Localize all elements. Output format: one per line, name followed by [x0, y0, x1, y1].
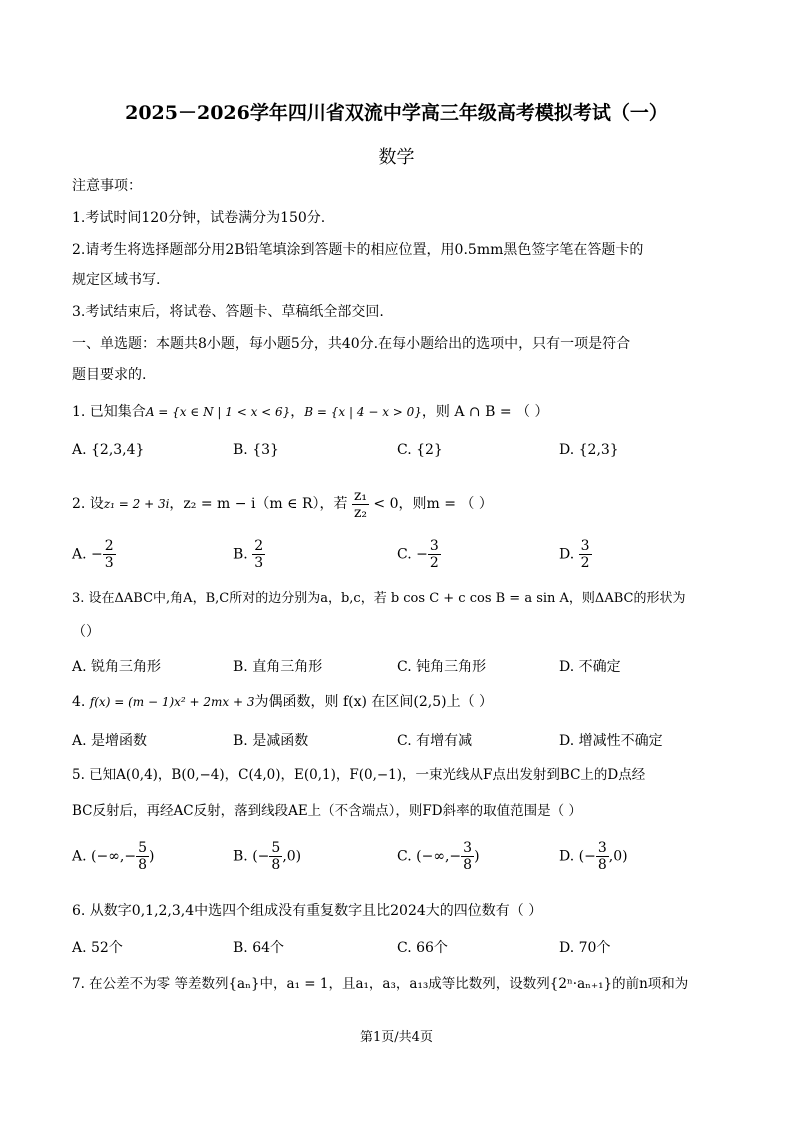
- q5-d-frac: [596, 840, 609, 873]
- q2-d-frac: [579, 538, 592, 571]
- q1-option-d: D. {2,3}: [559, 442, 619, 458]
- q4-option-c: C. 有增有减: [397, 733, 473, 749]
- question-2-stem: [72, 486, 493, 522]
- q2-c-den: 2: [429, 555, 439, 571]
- q3-option-d: D. 不确定: [559, 659, 621, 675]
- q2-fraction: [352, 488, 369, 521]
- q2-prefix: 2. 设: [72, 496, 104, 512]
- q4-prefix: 4.: [72, 694, 86, 710]
- section-1-heading-cont: 题目要求的.: [72, 367, 147, 383]
- q6-option-a: A. 52个: [72, 940, 123, 956]
- question-7-stem: 7. 在公差不为零 等差数列{aₙ}中，a₁ = 1，且a₁，a₃，a₁₃成等比数列，设数列{2ⁿ·aₙ₊₁}的前n项和为: [72, 976, 689, 992]
- q2-fraction-num: z₁: [353, 487, 367, 504]
- q2-z1: z₁ = 2 + 3i: [103, 497, 170, 511]
- question-1-stem: [72, 402, 548, 422]
- q5-a-right: ): [148, 848, 155, 865]
- q2-a-label: A.: [72, 546, 87, 563]
- exam-title: 2025－2026学年四川省双流中学高三年级高考模拟考试（一）: [125, 102, 668, 124]
- q5-c-den: 8: [463, 857, 473, 873]
- q5-b-left: (−: [252, 848, 270, 865]
- q3-option-c: C. 钝角三角形: [397, 659, 487, 675]
- q5-option-b: [233, 840, 301, 873]
- q5-b-den: 8: [271, 857, 281, 873]
- q2-option-d: [559, 538, 592, 571]
- q5-a-num: 5: [138, 840, 147, 856]
- q5-a-left: (−∞,−: [91, 848, 137, 865]
- q1-comma: ，: [290, 404, 305, 420]
- q2-d-label: D.: [559, 546, 575, 563]
- q2-b-den: 3: [254, 555, 264, 571]
- q2-d-den: 2: [580, 555, 590, 571]
- q2-d-num: 3: [580, 538, 590, 554]
- note-2-cont: 规定区域书写.: [72, 272, 161, 288]
- q4-post: 为偶函数，则 f(x) 在区间(2,5)上（ ）: [254, 694, 494, 710]
- exam-subject: 数学: [378, 147, 415, 168]
- q4-option-a: A. 是增函数: [72, 733, 148, 749]
- q3-option-a: A. 锐角三角形: [72, 659, 162, 675]
- q1-option-a: A. {2,3,4}: [72, 442, 145, 458]
- q5-d-right: ,0): [608, 848, 628, 865]
- question-4-stem: [72, 692, 493, 712]
- q5-option-a: [72, 840, 154, 873]
- q2-b-num: 2: [254, 538, 264, 554]
- q2-fraction-den: z₂: [353, 504, 367, 521]
- q2-mid: ，z₂ = m − i（m ∈ R），若: [169, 496, 348, 512]
- q2-c-num: 3: [429, 538, 439, 554]
- q5-d-den: 8: [597, 857, 607, 873]
- q5-option-d: [559, 840, 628, 873]
- page-footer: 第1页/共4页: [360, 1030, 433, 1045]
- q2-a-sign: −: [91, 546, 103, 563]
- q4-function: f(x) = (m − 1)x² + 2mx + 3: [89, 695, 255, 709]
- q5-c-right: ): [474, 848, 480, 865]
- notes-heading: 注意事项：: [72, 178, 142, 194]
- q5-b-num: 5: [271, 840, 281, 856]
- q2-a-num: 2: [104, 538, 114, 554]
- q5-b-label: B.: [233, 848, 248, 865]
- q2-b-label: B.: [233, 546, 248, 563]
- q5-a-frac: [136, 840, 149, 873]
- q5-d-left: (−: [578, 848, 596, 865]
- q4-option-b: B. 是减函数: [233, 733, 309, 749]
- q1-prefix: 1. 已知集合: [72, 404, 146, 420]
- q1-set-b: B = {x | 4 − x > 0}: [304, 405, 422, 419]
- q5-d-num: 3: [597, 840, 607, 856]
- q1-option-b: B. {3}: [233, 442, 279, 458]
- question-3-stem-cont: （）: [72, 624, 100, 640]
- question-5-stem: 5. 已知A(0,4)，B(0,−4)，C(4,0)，E(0,1)，F(0,−1)，一束光线从F点出发射到BC上的D点经: [72, 767, 646, 783]
- q4-option-d: D. 增减性不确定: [559, 733, 663, 749]
- q2-a-frac: [103, 538, 116, 571]
- note-2: 2.请考生将选择题部分用2B铅笔填涂到答题卡的相应位置，用0.5mm黑色签字笔在答题卡的: [72, 242, 644, 258]
- note-3: 3.考试结束后，将试卷、答题卡、草稿纸全部交回.: [72, 304, 384, 320]
- q5-c-frac: [461, 840, 474, 873]
- q5-c-left: (−∞,−: [416, 848, 462, 865]
- q1-option-c: C. {2}: [397, 442, 443, 458]
- q2-c-frac: [428, 538, 441, 571]
- q2-b-frac: [252, 538, 265, 571]
- q1-ask: ，则 A ∩ B = （ ）: [421, 404, 549, 420]
- section-1-heading: 一、单选题：本题共8小题，每小题5分，共40分.在每小题给出的选项中，只有一项是符合: [72, 336, 631, 352]
- q2-a-den: 3: [104, 555, 114, 571]
- question-3-stem: 3. 设在ΔABC中,角A，B,C所对的边分别为a，b,c，若 b cos C + c cos B = a sin A，则ΔABC的形状为: [72, 591, 686, 606]
- q2-c-sign: −: [416, 546, 428, 563]
- q5-option-c: [397, 840, 480, 873]
- q6-option-b: B. 64个: [233, 940, 285, 956]
- q5-b-frac: [269, 840, 282, 873]
- q2-option-c: [397, 538, 441, 571]
- q5-a-label: A.: [72, 848, 87, 865]
- q5-d-label: D.: [559, 848, 575, 865]
- question-5-stem-cont: BC反射后，再经AC反射，落到线段AE上（不含端点），则FD斜率的取值范围是（ ）: [72, 803, 582, 819]
- q5-b-right: ,0): [282, 848, 302, 865]
- question-6-stem: 6. 从数字0,1,2,3,4中选四个组成没有重复数字且比2024大的四位数有（ ）: [72, 903, 543, 919]
- q2-option-a: [72, 538, 116, 571]
- q5-c-num: 3: [463, 840, 473, 856]
- q5-a-den: 8: [138, 857, 147, 873]
- q6-option-d: D. 70个: [559, 940, 611, 956]
- q2-post: < 0，则m = （ ）: [373, 496, 493, 512]
- q2-option-b: [233, 538, 265, 571]
- q2-c-label: C.: [397, 546, 412, 563]
- q1-set-a: A = {x ∈ N | 1 < x < 6}: [145, 405, 291, 419]
- q5-c-label: C.: [397, 848, 412, 865]
- q3-option-b: B. 直角三角形: [233, 659, 323, 675]
- q6-option-c: C. 66个: [397, 940, 448, 956]
- note-1: 1.考试时间120分钟，试卷满分为150分.: [72, 210, 326, 226]
